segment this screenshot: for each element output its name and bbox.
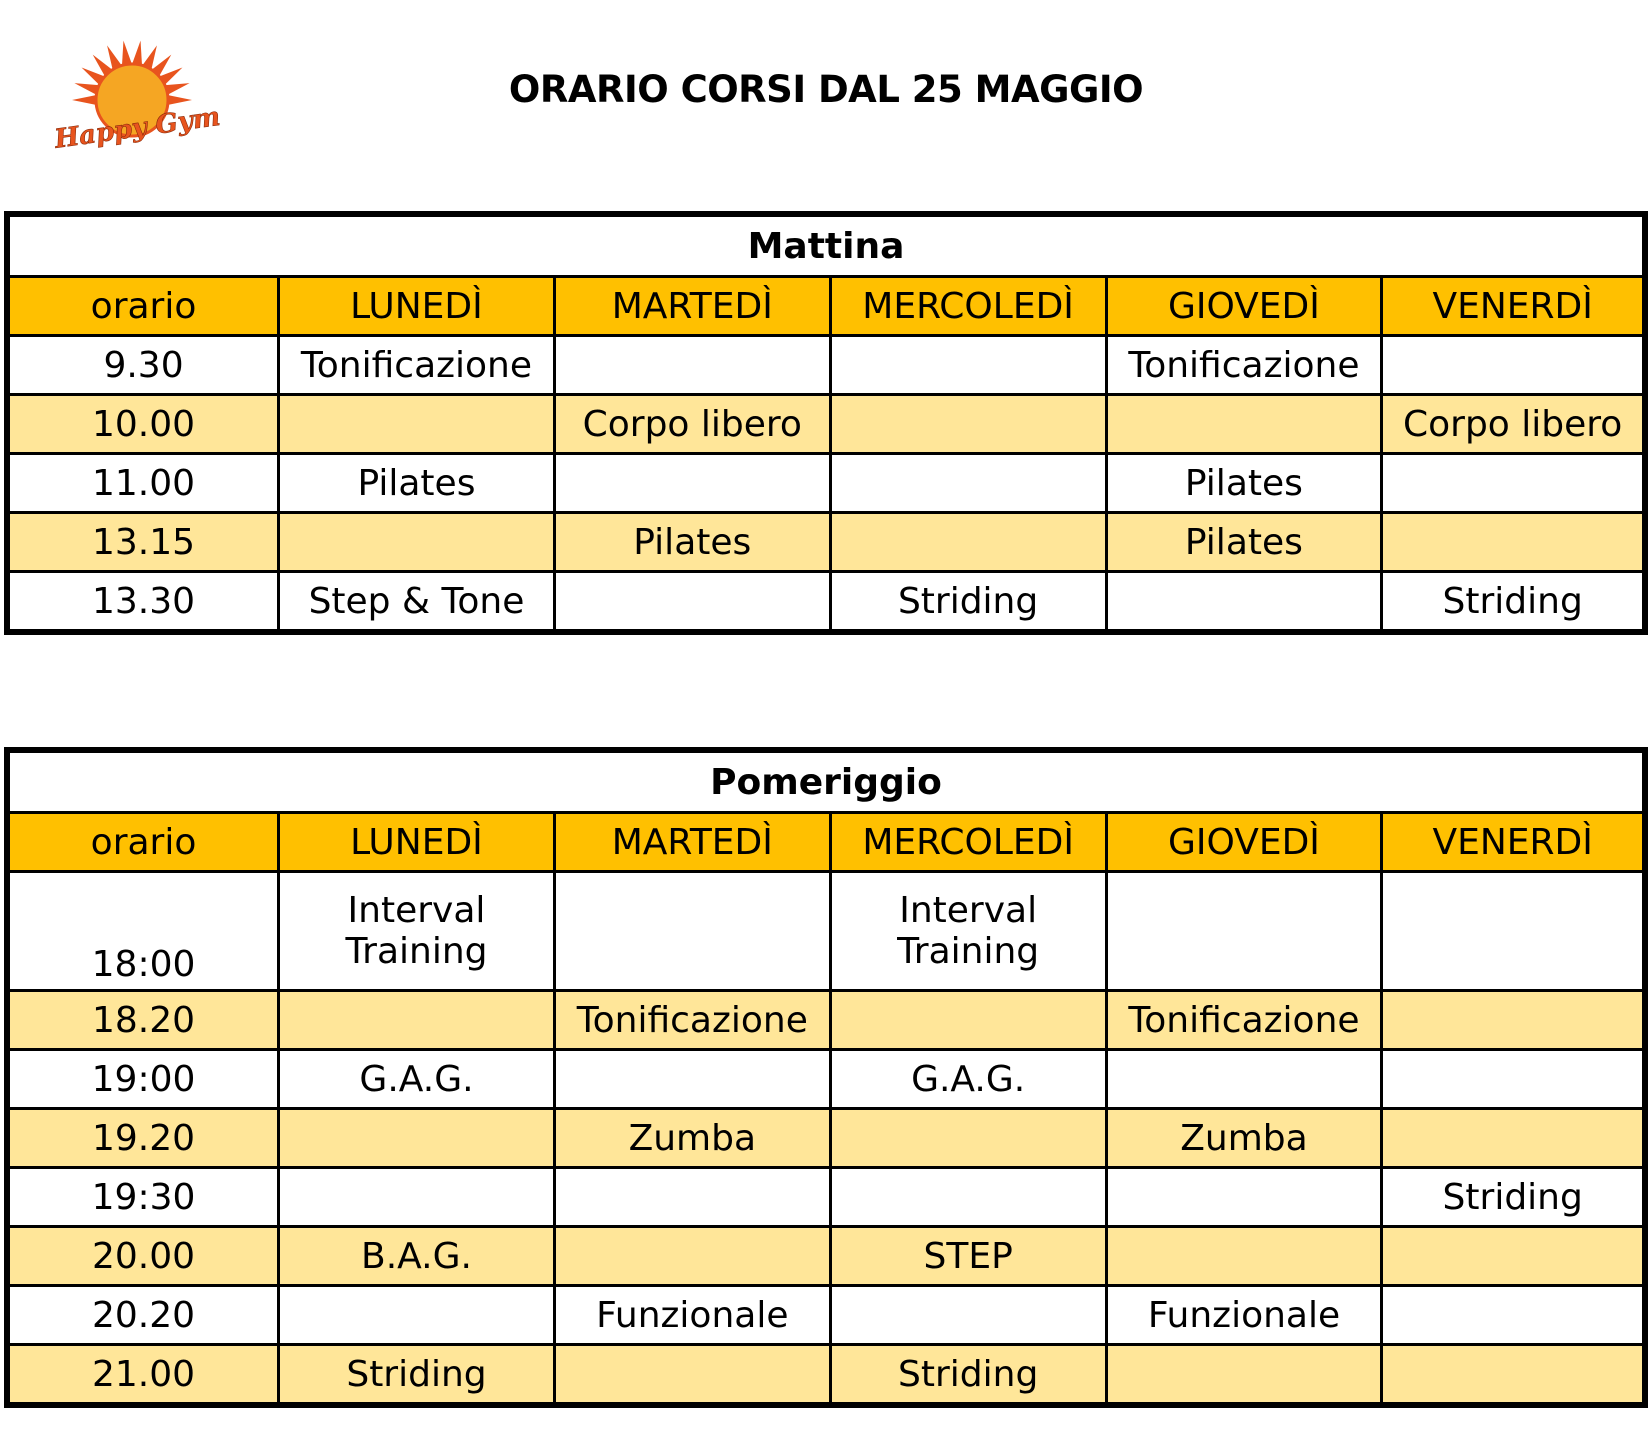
class-cell: Corpo libero	[1382, 395, 1645, 454]
class-cell	[1382, 991, 1645, 1050]
class-cell	[279, 513, 555, 572]
schedule-row	[7, 1168, 1645, 1227]
column-header-day: LUNEDÌ	[279, 813, 555, 872]
class-cell: B.A.G.	[279, 1227, 555, 1286]
class-cell	[830, 991, 1106, 1050]
class-cell	[554, 1050, 830, 1109]
schedule-row	[7, 991, 1645, 1050]
class-cell: Striding	[1382, 1168, 1645, 1227]
class-cell	[1106, 872, 1382, 991]
class-cell	[554, 454, 830, 513]
column-header-time: orario	[7, 813, 279, 872]
class-cell	[1106, 1345, 1382, 1406]
time-cell: 13.15	[7, 513, 279, 572]
column-header-day: MERCOLEDÌ	[830, 277, 1106, 336]
class-cell	[1382, 872, 1645, 991]
class-cell: Pilates	[279, 454, 555, 513]
class-cell: G.A.G.	[279, 1050, 555, 1109]
column-header-day: GIOVEDÌ	[1106, 277, 1382, 336]
class-cell: Interval Training	[830, 872, 1106, 991]
class-cell	[830, 1286, 1106, 1345]
time-cell: 18.20	[7, 991, 279, 1050]
class-cell	[554, 336, 830, 395]
class-cell: Interval Training	[279, 872, 555, 991]
schedule-row	[7, 513, 1645, 572]
schedule-row	[7, 395, 1645, 454]
class-cell	[1106, 1168, 1382, 1227]
time-cell: 10.00	[7, 395, 279, 454]
class-cell	[830, 1109, 1106, 1168]
schedule-row	[7, 454, 1645, 513]
schedule-row	[7, 336, 1645, 395]
time-cell: 19.20	[7, 1109, 279, 1168]
class-cell	[1106, 572, 1382, 633]
class-cell	[279, 1286, 555, 1345]
class-cell: Step & Tone	[279, 572, 555, 633]
class-cell	[554, 1345, 830, 1406]
class-cell	[1106, 395, 1382, 454]
schedule-row	[7, 872, 1645, 991]
time-cell: 11.00	[7, 454, 279, 513]
column-header-day: MARTEDÌ	[554, 277, 830, 336]
class-cell	[279, 1168, 555, 1227]
column-header-day: MARTEDÌ	[554, 813, 830, 872]
class-cell	[279, 395, 555, 454]
section-title: Pomeriggio	[7, 750, 1645, 813]
class-cell: Tonificazione	[1106, 336, 1382, 395]
class-cell	[1382, 336, 1645, 395]
class-cell: Tonificazione	[279, 336, 555, 395]
time-cell: 18:00	[7, 872, 279, 991]
class-cell	[1106, 1227, 1382, 1286]
class-cell: Striding	[279, 1345, 555, 1406]
class-cell: STEP	[830, 1227, 1106, 1286]
class-cell: Zumba	[554, 1109, 830, 1168]
class-cell: Funzionale	[554, 1286, 830, 1345]
class-cell: Striding	[830, 572, 1106, 633]
column-header-day: VENERDÌ	[1382, 813, 1645, 872]
class-cell: Zumba	[1106, 1109, 1382, 1168]
time-cell: 9.30	[7, 336, 279, 395]
class-cell: Pilates	[1106, 454, 1382, 513]
time-cell: 13.30	[7, 572, 279, 633]
column-header-day: LUNEDÌ	[279, 277, 555, 336]
class-cell: Pilates	[554, 513, 830, 572]
svg-text:Happy Gym: Happy Gym	[52, 101, 223, 153]
class-cell	[279, 1109, 555, 1168]
class-cell	[1382, 1227, 1645, 1286]
class-cell	[1382, 1345, 1645, 1406]
column-header-day: GIOVEDÌ	[1106, 813, 1382, 872]
class-cell	[1382, 454, 1645, 513]
page-title: ORARIO CORSI DAL 25 MAGGIO	[508, 68, 1144, 111]
class-cell	[1382, 1050, 1645, 1109]
class-cell: Corpo libero	[554, 395, 830, 454]
class-cell: Tonificazione	[554, 991, 830, 1050]
class-cell	[554, 572, 830, 633]
class-cell	[554, 872, 830, 991]
column-header-time: orario	[7, 277, 279, 336]
class-cell	[554, 1168, 830, 1227]
time-cell: 19:30	[7, 1168, 279, 1227]
schedule-row	[7, 1286, 1645, 1345]
column-header-day: VENERDÌ	[1382, 277, 1645, 336]
class-cell	[554, 1227, 830, 1286]
class-cell: Funzionale	[1106, 1286, 1382, 1345]
schedule-row	[7, 1345, 1645, 1406]
class-cell: Striding	[1382, 572, 1645, 633]
schedule-row	[7, 1050, 1645, 1109]
column-header-day: MERCOLEDÌ	[830, 813, 1106, 872]
morning-schedule-table	[4, 211, 1648, 635]
class-cell	[830, 1168, 1106, 1227]
class-cell: G.A.G.	[830, 1050, 1106, 1109]
class-cell	[1382, 1286, 1645, 1345]
class-cell	[830, 395, 1106, 454]
class-cell	[830, 454, 1106, 513]
class-cell: Tonificazione	[1106, 991, 1382, 1050]
class-cell	[1382, 1109, 1645, 1168]
afternoon-schedule-table	[4, 747, 1648, 1408]
schedule-row	[7, 572, 1645, 633]
class-cell	[1382, 513, 1645, 572]
class-cell	[1106, 1050, 1382, 1109]
time-cell: 21.00	[7, 1345, 279, 1406]
class-cell: Striding	[830, 1345, 1106, 1406]
class-cell	[830, 336, 1106, 395]
class-cell	[279, 991, 555, 1050]
class-cell: Pilates	[1106, 513, 1382, 572]
time-cell: 20.00	[7, 1227, 279, 1286]
time-cell: 20.20	[7, 1286, 279, 1345]
time-cell: 19:00	[7, 1050, 279, 1109]
schedule-row	[7, 1227, 1645, 1286]
class-cell	[830, 513, 1106, 572]
section-title: Mattina	[7, 214, 1645, 277]
schedule-row	[7, 1109, 1645, 1168]
